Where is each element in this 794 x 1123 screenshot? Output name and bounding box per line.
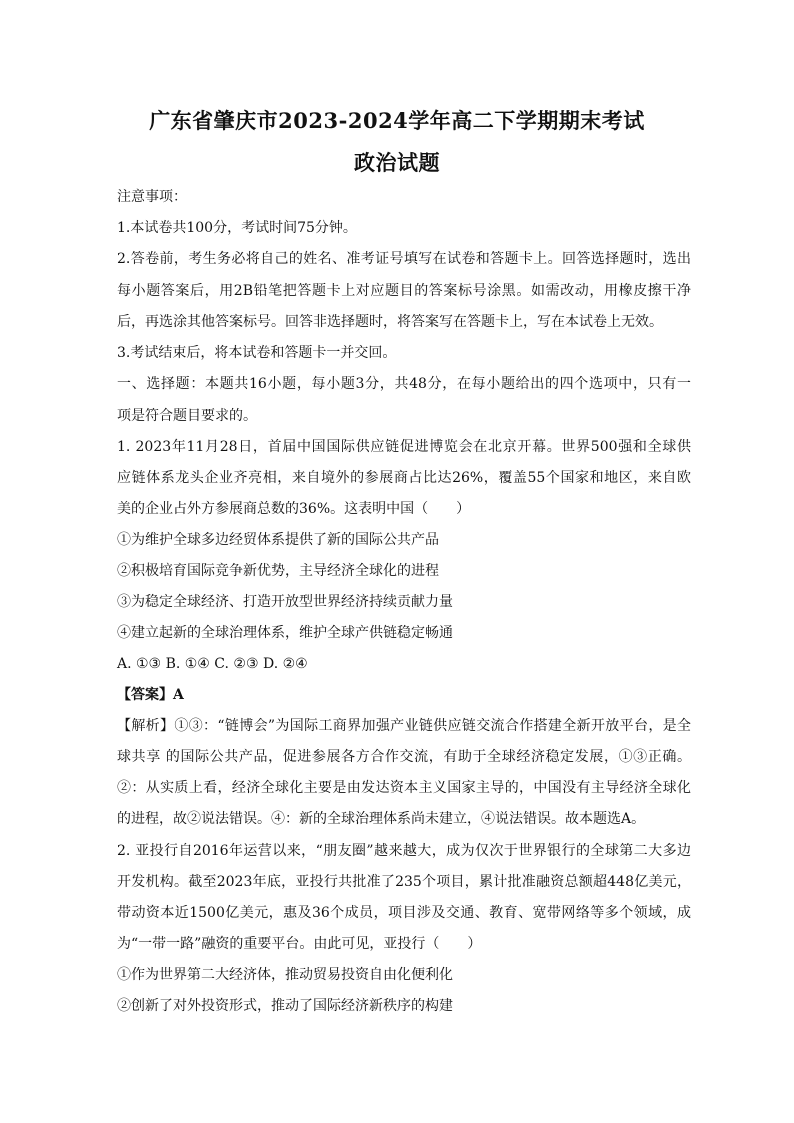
q1-stem-line-3: 美的企业占外方参展商总数的36%。这表明中国（ ） (117, 501, 471, 517)
q1-choices: A. ①③ B. ①④ C. ②③ D. ②④ (117, 656, 308, 672)
exam-title: 广东省肇庆市2023-2024学年高二下学期期末考试 (149, 108, 645, 133)
section-1-heading-line-2: 项是符合题目要求的。 (117, 408, 257, 424)
q1-analysis-line-3: ②：从实质上看，经济全球化主要是由发达资本主义国家主导的，中国没有主导经济全球化 (117, 780, 691, 796)
notice-heading: 注意事项： (117, 189, 187, 205)
q1-stem-line-1: 1. 2023年11月28日，首届中国国际供应链促进博览会在北京开幕。世界500强和全球供 (117, 439, 691, 455)
q2-option-1: ①作为世界第二大经济体，推动贸易投资自由化便利化 (117, 967, 453, 983)
notice-item-1: 1.本试卷共100分，考试时间75分钟。 (117, 220, 357, 236)
q1-answer: 【答案】A (117, 687, 184, 703)
q1-option-2: ②积极培育国际竞争新优势，主导经济全球化的进程 (117, 563, 439, 579)
q2-stem-line-3: 带动资本近1500亿美元，惠及36个成员，项目涉及交通、教育、宽带网络等多个领域，成 (117, 905, 691, 921)
section-1-heading-line-1: 一、选择题：本题共16小题，每小题3分，共48分，在每小题给出的四个选项中，只有一 (117, 376, 691, 392)
notice-item-2-line-3: 后，再选涂其他答案标号。回答非选择题时，将答案写在答题卡上，写在本试卷上无效。 (117, 314, 663, 330)
q1-stem-line-2: 应链体系龙头企业齐亮相，来自境外的参展商占比达26%，覆盖55个国家和地区，来自欧 (117, 470, 691, 486)
q2-stem-line-4: 为“一带一路”融资的重要平台。由此可见，亚投行（ ） (117, 936, 482, 952)
notice-item-2-line-1: 2.答卷前，考生务必将自己的姓名、准考证号填写在试卷和答题卡上。回答选择题时，选出 (117, 251, 691, 267)
q1-option-4: ④建立起新的全球治理体系，维护全球产供链稳定畅通 (117, 625, 453, 641)
q1-analysis-line-2: 球共享 的国际公共产品，促进参展各方合作交流，有助于全球经济稳定发展，①③正确。 (117, 749, 691, 765)
q1-analysis-line-4: 的进程，故②说法错误。④：新的全球治理体系尚未建立，④说法错误。故本题选A。 (117, 811, 646, 827)
q2-stem-line-1: 2. 亚投行自2016年运营以来，“朋友圈”越来越大，成为仅次于世界银行的全球第二大多边 (117, 843, 691, 859)
q2-option-2: ②创新了对外投资形式，推动了国际经济新秩序的构建 (117, 998, 453, 1014)
notice-item-2-line-2: 每小题答案后，用2B铅笔把答题卡上对应题目的答案标号涂黑。如需改动，用橡皮擦干净 (117, 283, 691, 299)
notice-item-3: 3.考试结束后，将本试卷和答题卡一并交回。 (117, 345, 397, 361)
q2-stem-line-2: 开发机构。截至2023年底，亚投行共批准了235个项目，累计批准融资总额超448亿美元， (117, 874, 691, 890)
exam-subtitle: 政治试题 (354, 150, 440, 175)
q1-option-1: ①为维护全球多边经贸体系提供了新的国际公共产品 (117, 532, 439, 548)
q1-option-3: ③为稳定全球经济、打造开放型世界经济持续贡献力量 (117, 594, 453, 610)
q1-analysis-line-1: 【解析】①③：“链博会”为国际工商界加强产业链供应链交流合作搭建全新开放平台，是全 (117, 718, 691, 734)
